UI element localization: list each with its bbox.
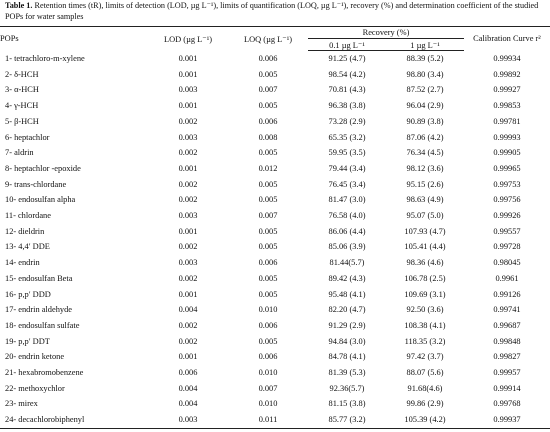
table-row <box>0 145 550 161</box>
cell-recovery-01: 94.84 (3.0) <box>328 336 366 346</box>
cell-recovery-01: 98.54 (4.2) <box>328 69 366 79</box>
table-body <box>0 51 550 429</box>
cell-loq: 0.005 <box>258 195 278 205</box>
cell-pop: 24- decachlorobiphenyl <box>0 412 148 428</box>
cell-pop: 6- heptachlor <box>5 132 50 142</box>
cell-calibration: 0.99126 <box>493 289 521 299</box>
cell-lod: 0.003 <box>178 132 198 142</box>
cell-calibration: 0.99993 <box>493 132 521 142</box>
cell-calibration: 0.99768 <box>493 399 521 409</box>
table-row <box>0 161 550 177</box>
cell-pop: 15- endosulfan Beta <box>5 273 73 283</box>
cell-pop: 5- β-HCH <box>5 116 39 126</box>
table-row <box>0 192 550 208</box>
cell-calibration: 0.99905 <box>493 148 521 158</box>
table-row <box>0 177 550 193</box>
cell-loq: 0.005 <box>258 69 278 79</box>
cell-lod: 0.001 <box>178 69 198 79</box>
cell-recovery-1: 91.68(4.6) <box>407 383 443 393</box>
cell-pop: 3- α-HCH <box>5 85 39 95</box>
cell-loq: 0.005 <box>258 273 278 283</box>
cell-pop: 16- p,p′ DDD <box>5 289 51 299</box>
cell-loq: 0.005 <box>258 179 278 189</box>
header-recovery: Recovery (%) <box>308 27 464 39</box>
cell-recovery-01: 76.45 (3.4) <box>328 179 366 189</box>
cell-pop: 9- trans-chlordane <box>5 179 67 189</box>
cell-loq: 0.006 <box>258 53 278 63</box>
table-row <box>0 287 550 303</box>
cell-recovery-1: 96.04 (2.9) <box>406 101 444 111</box>
cell-lod: 0.001 <box>178 163 198 173</box>
cell-lod: 0.004 <box>178 305 198 315</box>
cell-loq: 0.006 <box>258 116 278 126</box>
cell-pop: 11- chlordane <box>5 211 51 221</box>
cell-lod: 0.002 <box>178 320 198 330</box>
cell-loq: 0.011 <box>228 412 308 428</box>
cell-calibration: 0.99848 <box>493 336 521 346</box>
cell-recovery-01: 85.77 (3.2) <box>308 412 386 428</box>
cell-calibration: 0.99934 <box>493 53 521 63</box>
cell-loq: 0.005 <box>258 242 278 252</box>
cell-recovery-01: 89.42 (4.3) <box>328 273 366 283</box>
cell-loq: 0.007 <box>258 383 278 393</box>
cell-pop: 12- dieldrin <box>5 226 45 236</box>
table-row <box>0 349 550 365</box>
cell-calibration: 0.98045 <box>493 258 521 268</box>
cell-lod: 0.003 <box>178 211 198 221</box>
cell-pop: 18- endosulfan sulfate <box>5 320 80 330</box>
results-table <box>0 26 550 429</box>
cell-pop: 14- endrin <box>5 258 40 268</box>
cell-recovery-1: 98.12 (3.6) <box>406 163 444 173</box>
cell-calibration: 0.99557 <box>493 226 521 236</box>
cell-recovery-01: 65.35 (3.2) <box>328 132 366 142</box>
cell-loq: 0.005 <box>258 289 278 299</box>
cell-lod: 0.001 <box>178 53 198 63</box>
header-loq: LOQ (µg L⁻¹) <box>228 27 308 51</box>
cell-recovery-1: 106.78 (2.5) <box>404 273 446 283</box>
cell-recovery-1: 76.34 (4.5) <box>406 148 444 158</box>
cell-recovery-01: 81.44(5.7) <box>329 258 365 268</box>
cell-recovery-1: 92.50 (3.6) <box>406 305 444 315</box>
cell-recovery-01: 84.78 (4.1) <box>328 352 366 362</box>
table-row <box>0 67 550 83</box>
table-row <box>0 98 550 114</box>
cell-recovery-1: 95.15 (2.6) <box>406 179 444 189</box>
header-pops: POPs <box>0 27 148 51</box>
cell-pop: 10- endosulfan alpha <box>5 195 76 205</box>
cell-recovery-01: 59.95 (3.5) <box>328 148 366 158</box>
cell-lod: 0.002 <box>178 242 198 252</box>
cell-recovery-01: 95.48 (4.1) <box>328 289 366 299</box>
cell-pop: 23- mirex <box>5 399 38 409</box>
cell-pop: 1- tetrachloro-m-xylene <box>5 53 85 63</box>
cell-recovery-01: 81.15 (3.8) <box>328 399 366 409</box>
header-lod: LOD (µg L⁻¹) <box>148 27 228 51</box>
table-row <box>0 224 550 240</box>
cell-recovery-01: 85.06 (3.9) <box>328 242 366 252</box>
cell-recovery-01: 86.06 (4.4) <box>328 226 366 236</box>
cell-recovery-01: 96.38 (3.8) <box>328 101 366 111</box>
table-row <box>0 208 550 224</box>
cell-lod: 0.001 <box>178 101 198 111</box>
cell-calibration: 0.9961 <box>495 273 519 283</box>
cell-recovery-1: 95.07 (5.0) <box>406 211 444 221</box>
header-recovery-1: 1 µg L⁻¹ <box>386 39 464 51</box>
cell-recovery-1: 107.93 (4.7) <box>404 226 446 236</box>
cell-recovery-01: 91.25 (4.7) <box>328 54 366 63</box>
table-row <box>0 239 550 255</box>
cell-pop: 7- aldrin <box>5 148 34 158</box>
cell-lod: 0.002 <box>178 179 198 189</box>
cell-calibration: 0.99926 <box>493 211 521 221</box>
cell-loq: 0.010 <box>258 399 278 409</box>
cell-loq: 0.005 <box>258 336 278 346</box>
cell-recovery-1: 88.39 (5.2) <box>406 54 444 63</box>
table-row <box>0 130 550 146</box>
cell-pop: 17- endrin aldehyde <box>5 305 72 315</box>
cell-recovery-01: 81.47 (3.0) <box>328 195 366 205</box>
cell-recovery-01: 79.44 (3.4) <box>328 163 366 173</box>
cell-calibration: 0.99781 <box>493 116 521 126</box>
cell-recovery-01: 70.81 (4.3) <box>328 85 366 95</box>
cell-calibration: 0.99965 <box>493 163 521 173</box>
cell-recovery-1: 118.35 (3.2) <box>404 336 446 346</box>
cell-calibration: 0.99728 <box>493 242 521 252</box>
table-caption <box>5 1 543 22</box>
cell-loq: 0.006 <box>258 352 278 362</box>
table-row <box>0 255 550 271</box>
cell-recovery-1: 105.41 (4.4) <box>404 242 446 252</box>
cell-loq: 0.005 <box>258 226 278 236</box>
table-row <box>0 302 550 318</box>
cell-lod: 0.003 <box>148 412 228 428</box>
cell-lod: 0.003 <box>178 85 198 95</box>
cell-calibration: 0.99687 <box>493 320 521 330</box>
cell-pop: 2- δ-HCH <box>5 69 39 79</box>
cell-loq: 0.010 <box>258 368 278 378</box>
cell-recovery-1: 97.42 (3.7) <box>406 352 444 362</box>
cell-calibration: 0.99914 <box>493 383 521 393</box>
cell-loq: 0.005 <box>258 148 278 158</box>
cell-calibration: 0.99753 <box>493 179 521 189</box>
cell-pop: 4- γ-HCH <box>5 101 39 111</box>
cell-calibration: 0.99892 <box>493 69 521 79</box>
header-calibration: Calibration Curve r² <box>464 27 550 51</box>
cell-lod: 0.001 <box>178 289 198 299</box>
cell-lod: 0.002 <box>178 336 198 346</box>
table-row <box>0 396 550 412</box>
cell-pop: 20- endrin ketone <box>5 352 65 362</box>
cell-calibration: 0.99827 <box>493 352 521 362</box>
cell-recovery-1: 88.07 (5.6) <box>406 368 444 378</box>
cell-calibration: 0.99927 <box>493 85 521 95</box>
table-row <box>0 412 550 428</box>
table-row <box>0 334 550 350</box>
cell-recovery-01: 73.28 (2.9) <box>328 116 366 126</box>
table-caption-text: Retention times (tR), limits of detection (LOD, µg L⁻¹), limits of quantification (LOQ, µg L⁻¹), recovery (%) and determination coefficient of the studied POPs for water samples <box>5 1 539 21</box>
cell-recovery-1: 87.06 (4.2) <box>406 132 444 142</box>
cell-loq: 0.006 <box>258 258 278 268</box>
table-row <box>0 114 550 130</box>
cell-calibration: 0.99741 <box>493 305 521 315</box>
cell-loq: 0.012 <box>258 163 278 173</box>
cell-recovery-1: 99.86 (2.9) <box>406 399 444 409</box>
cell-lod: 0.002 <box>178 195 198 205</box>
cell-loq: 0.007 <box>258 211 278 221</box>
cell-pop: 22- methoxychlor <box>5 383 65 393</box>
cell-lod: 0.004 <box>178 399 198 409</box>
table-row <box>0 51 550 67</box>
cell-lod: 0.002 <box>178 116 198 126</box>
table-row <box>0 381 550 397</box>
cell-pop: 8- heptachlor -epoxide <box>5 163 81 173</box>
cell-recovery-1: 87.52 (2.7) <box>406 85 444 95</box>
cell-pop: 21- hexabromobenzene <box>5 368 84 378</box>
cell-calibration: 0.99756 <box>493 195 521 205</box>
table-row <box>0 318 550 334</box>
cell-recovery-01: 91.29 (2.9) <box>328 320 366 330</box>
table-row <box>0 271 550 287</box>
cell-loq: 0.010 <box>258 305 278 315</box>
table-row <box>0 82 550 98</box>
cell-recovery-1: 98.36 (4.6) <box>406 258 444 268</box>
cell-recovery-1: 90.89 (3.8) <box>406 116 444 126</box>
cell-lod: 0.004 <box>178 383 198 393</box>
cell-lod: 0.001 <box>178 226 198 236</box>
cell-pop: 13- 4,4′ DDE <box>5 242 50 252</box>
cell-recovery-1: 108.38 (4.1) <box>404 320 446 330</box>
header-recovery-01: 0.1 µg L⁻¹ <box>308 39 386 51</box>
cell-lod: 0.001 <box>178 352 198 362</box>
table-row <box>0 365 550 381</box>
cell-recovery-1: 98.80 (3.4) <box>406 69 444 79</box>
cell-calibration: 0.99937 <box>464 412 550 428</box>
cell-pop: 19- p,p′ DDT <box>5 336 50 346</box>
cell-lod: 0.006 <box>178 368 198 378</box>
cell-calibration: 0.99957 <box>493 368 521 378</box>
cell-lod: 0.003 <box>178 258 198 268</box>
cell-recovery-01: 92.36(5.7) <box>329 383 365 393</box>
table-caption-label: Table 1. <box>5 1 33 10</box>
cell-loq: 0.005 <box>258 101 278 111</box>
cell-recovery-01: 76.58 (4.0) <box>328 211 366 221</box>
cell-calibration: 0.99853 <box>493 101 521 111</box>
cell-recovery-1: 98.63 (4.9) <box>406 195 444 205</box>
cell-loq: 0.006 <box>258 320 278 330</box>
cell-recovery-01: 81.39 (5.3) <box>328 368 366 378</box>
cell-recovery-1: 109.69 (3.1) <box>404 289 446 299</box>
cell-lod: 0.002 <box>178 148 198 158</box>
cell-recovery-01: 82.20 (4.7) <box>328 305 366 315</box>
cell-loq: 0.008 <box>258 132 278 142</box>
cell-loq: 0.007 <box>258 85 278 95</box>
cell-recovery-1: 105.39 (4.2) <box>386 412 464 428</box>
cell-lod: 0.002 <box>178 273 198 283</box>
